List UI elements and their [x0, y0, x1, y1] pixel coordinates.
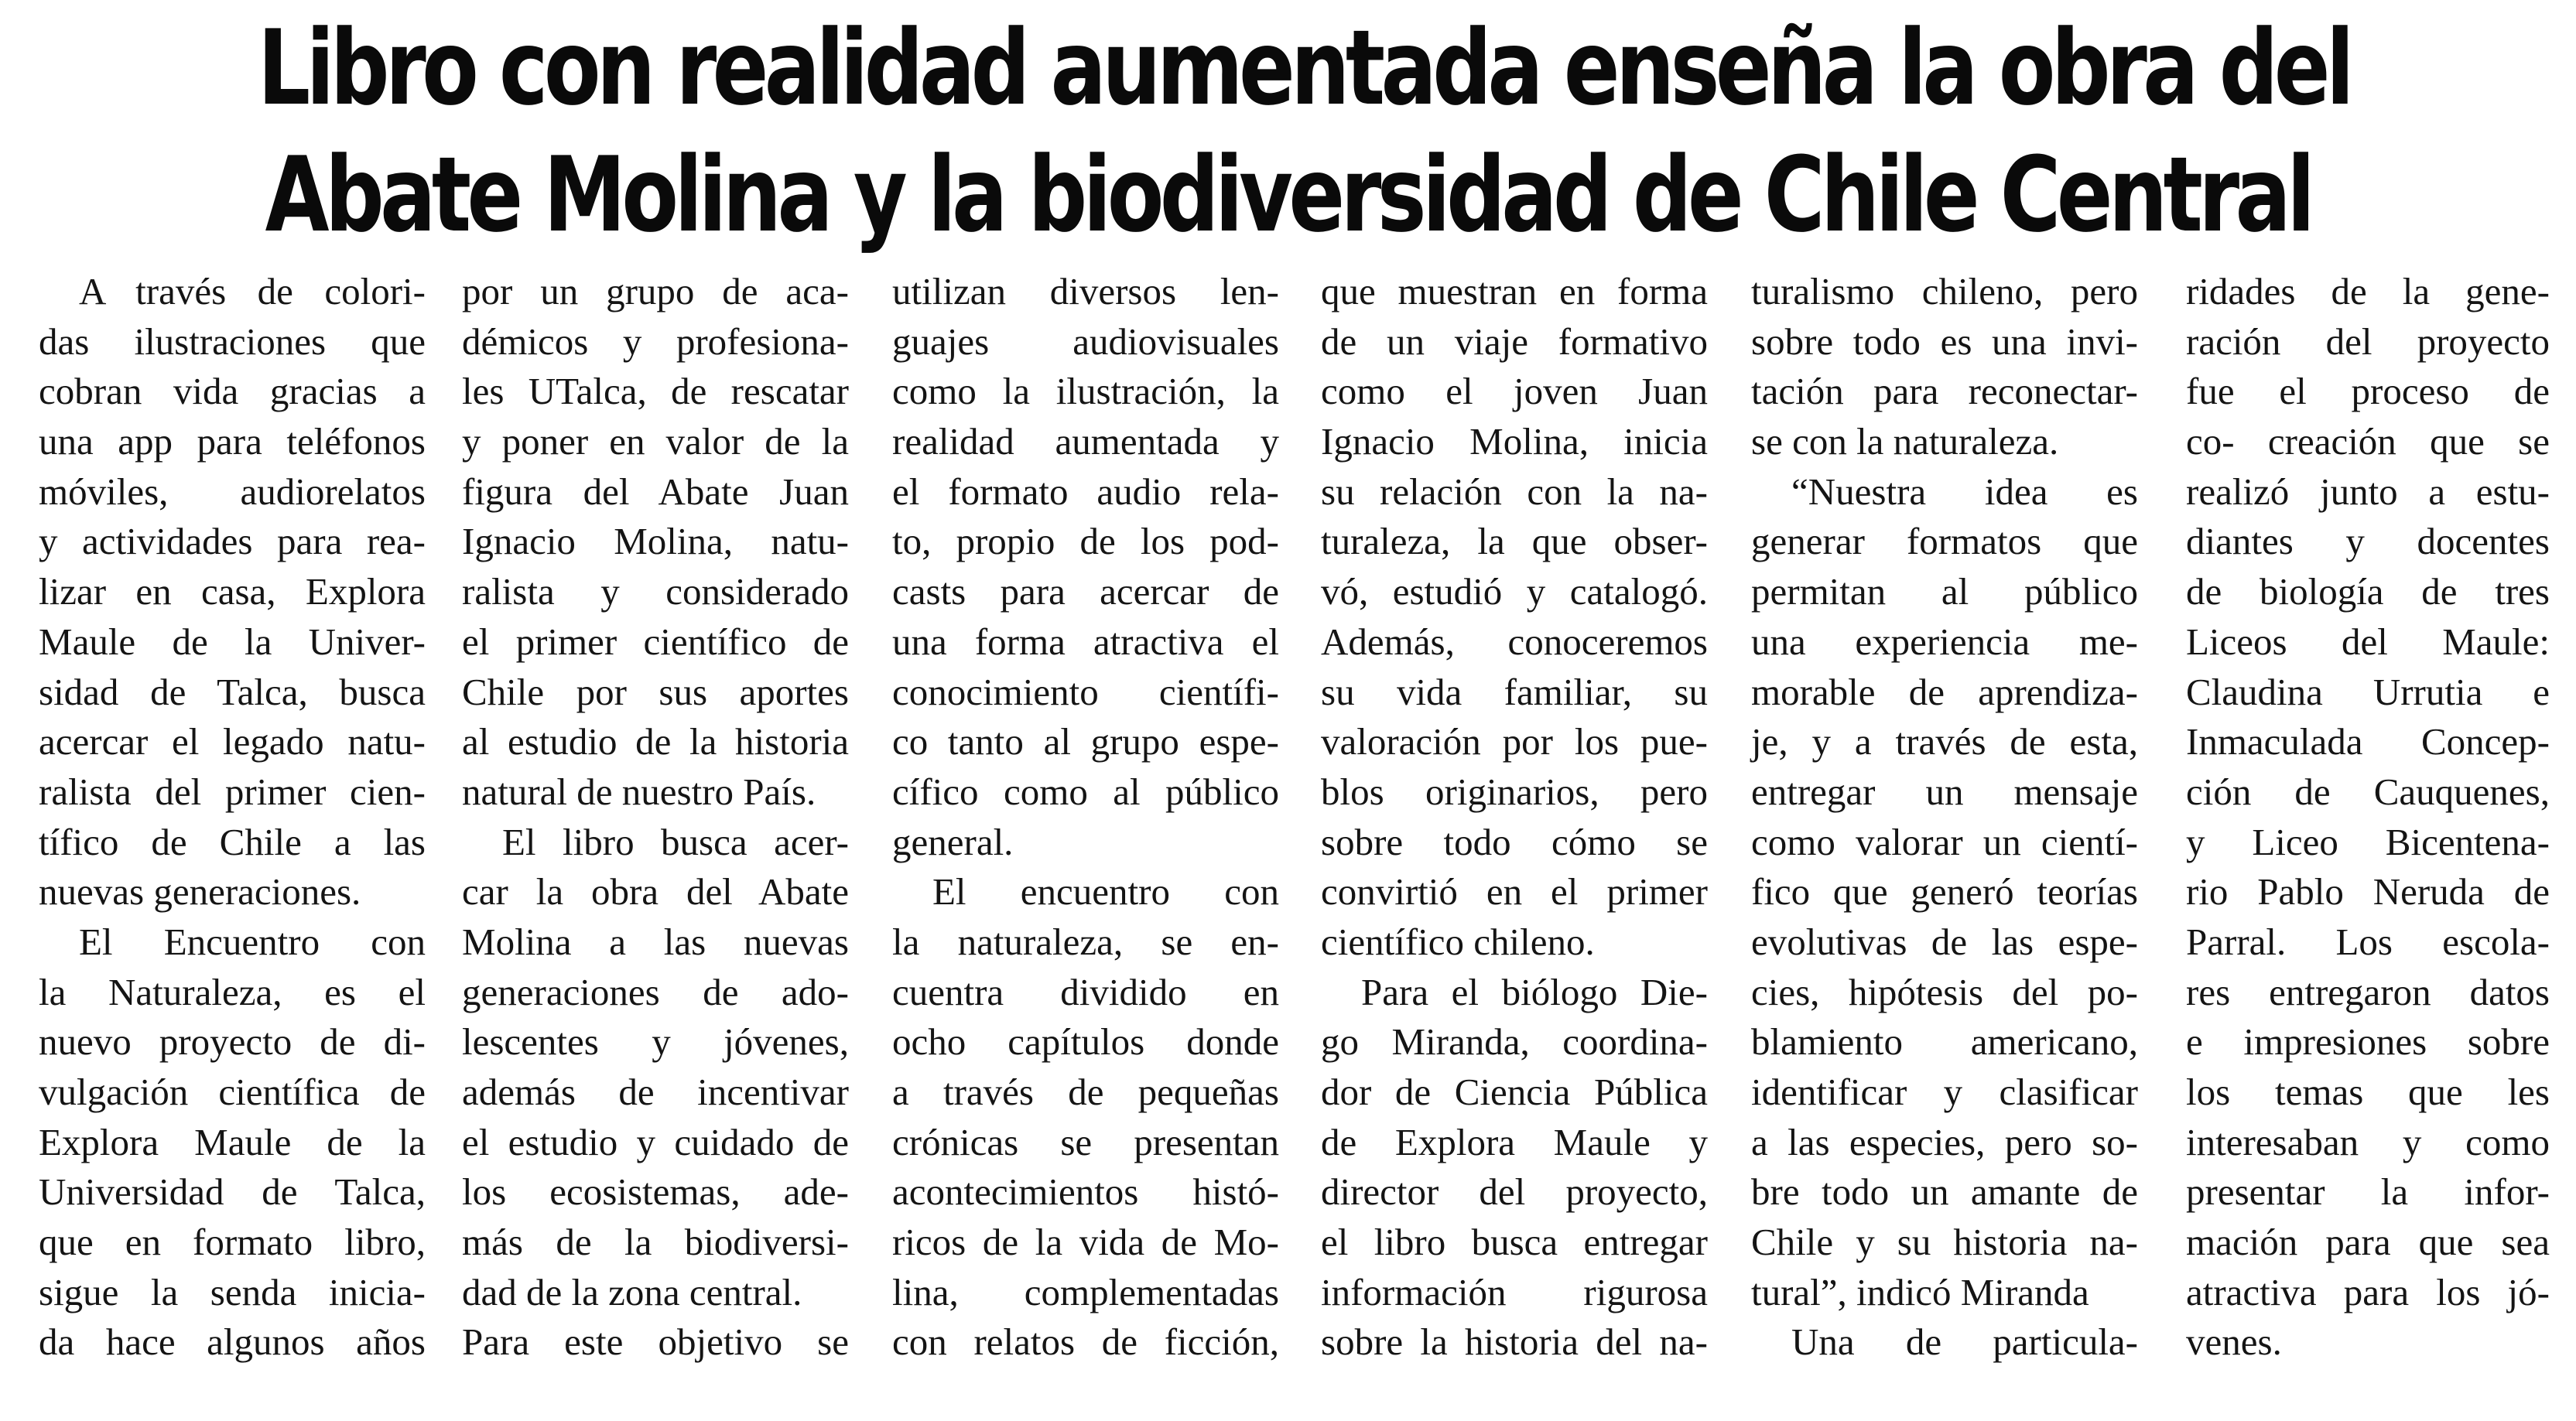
headline-line-2: Abate Molina y la biodiversidad de Chile Central: [265, 135, 2311, 255]
text-line: de biología de tres: [2186, 570, 2550, 613]
text-line: figura del Abate Juan: [462, 470, 849, 513]
text-line: El encuentro con: [932, 870, 1279, 914]
text-line: Maule de la Univer-: [39, 620, 426, 663]
article-column-4: [1321, 267, 1708, 1368]
text-line: el libro busca entregar: [1321, 1221, 1708, 1264]
text-line: ción de Cauquenes,: [2186, 770, 2550, 813]
text-line: su relación con la na-: [1321, 470, 1708, 513]
text-line: Chile por sus aportes: [462, 670, 849, 713]
text-line: ricos de la vida de Mo-: [892, 1221, 1279, 1264]
text-line: res entregaron datos: [2186, 970, 2550, 1013]
text-line: realidad aumentada y: [892, 420, 1279, 463]
text-line: el primer científico de: [462, 620, 849, 663]
text-line: y actividades para rea-: [39, 520, 426, 563]
text-line: El Encuentro con: [79, 920, 426, 963]
text-line: científico chileno.: [1321, 920, 1595, 963]
text-line: turalismo chileno, pero: [1751, 270, 2138, 313]
text-line: dad de la zona central.: [462, 1270, 802, 1313]
text-line: da hace algunos años: [39, 1320, 426, 1364]
text-line: dor de Ciencia Pública: [1321, 1071, 1708, 1113]
text-line: a las especies, pero so-: [1751, 1120, 2138, 1163]
text-line: Claudina Urrutia e: [2186, 670, 2550, 713]
text-line: móviles, audiorelatos: [39, 470, 426, 513]
text-line: los temas que les: [2186, 1071, 2550, 1113]
text-line: cies, hipótesis del po-: [1751, 970, 2138, 1013]
text-line: morable de aprendiza-: [1751, 670, 2138, 713]
text-line: información rigurosa: [1321, 1270, 1708, 1313]
text-line: como valorar un cientí-: [1751, 820, 2138, 863]
text-line: evolutivas de las espe-: [1751, 920, 2138, 963]
text-line: sobre todo cómo se: [1321, 820, 1708, 863]
text-line: nuevo proyecto de di-: [39, 1020, 426, 1064]
text-line: crónicas se presentan: [892, 1120, 1279, 1163]
text-line: sobre todo es una invi-: [1751, 319, 2138, 363]
text-line: ralista y considerado: [462, 570, 849, 613]
text-line: lizar en casa, Explora: [39, 570, 426, 613]
text-line: Molina a las nuevas: [462, 920, 849, 963]
text-line: al estudio de la historia: [462, 720, 849, 763]
text-line: El libro busca acer-: [502, 820, 849, 863]
text-line: y Liceo Bicentena-: [2186, 820, 2550, 863]
text-line: cuentra dividido en: [892, 970, 1279, 1013]
text-line: tífico de Chile a las: [39, 820, 426, 863]
text-line: utilizan diversos len-: [892, 270, 1279, 313]
text-line: acercar el legado natu-: [39, 720, 426, 763]
text-line: sigue la senda inicia-: [39, 1270, 426, 1313]
text-line: como la ilustración, la: [892, 370, 1279, 413]
text-line: car la obra del Abate: [462, 870, 849, 914]
text-line: Inmaculada Concep-: [2186, 720, 2550, 763]
text-line: la Naturaleza, es el: [39, 970, 426, 1013]
text-line: Para el biólogo Die-: [1361, 970, 1708, 1013]
text-line: ridades de la gene-: [2186, 270, 2550, 313]
text-line: con relatos de ficción,: [892, 1320, 1279, 1364]
text-line: una app para teléfonos: [39, 420, 426, 463]
text-line: Parral. Los escola-: [2186, 920, 2550, 963]
text-line: Universidad de Talca,: [39, 1170, 426, 1214]
text-line: Liceos del Maule:: [2186, 620, 2550, 663]
text-line: de Explora Maule y: [1321, 1120, 1708, 1163]
text-line: el formato audio rela-: [892, 470, 1279, 513]
text-line: fico que generó teorías: [1751, 870, 2138, 914]
text-line: co tanto al grupo espe-: [892, 720, 1279, 763]
text-line: Chile y su historia na-: [1751, 1221, 2138, 1264]
article-column-3: [892, 267, 1279, 1368]
text-line: to, propio de los pod-: [892, 520, 1279, 563]
text-line: su vida familiar, su: [1321, 670, 1708, 713]
text-line: permitan al público: [1751, 570, 2138, 613]
text-line: blos originarios, pero: [1321, 770, 1708, 813]
text-line: ocho capítulos donde: [892, 1020, 1279, 1064]
text-line: tural”, indicó Miranda: [1751, 1270, 2089, 1313]
text-line: y poner en valor de la: [462, 420, 849, 463]
text-line: diantes y docentes: [2186, 520, 2550, 563]
text-line: e impresiones sobre: [2186, 1020, 2550, 1064]
text-line: sobre la historia del na-: [1321, 1320, 1708, 1364]
text-line: ración del proyecto: [2186, 319, 2550, 363]
text-line: ralista del primer cien-: [39, 770, 426, 813]
text-line: mación para que sea: [2186, 1221, 2550, 1264]
text-line: Ignacio Molina, inicia: [1321, 420, 1708, 463]
text-line: de un viaje formativo: [1321, 319, 1708, 363]
article-column-6: [2186, 267, 2550, 1368]
text-line: Explora Maule de la: [39, 1120, 426, 1163]
text-line: más de la biodiversi-: [462, 1221, 849, 1264]
text-line: démicos y profesiona-: [462, 319, 849, 363]
text-line: la naturaleza, se en-: [892, 920, 1279, 963]
text-line: convirtió en el primer: [1321, 870, 1708, 914]
text-line: blamiento americano,: [1751, 1020, 2138, 1064]
text-line: a través de pequeñas: [892, 1071, 1279, 1113]
text-line: que en formato libro,: [39, 1221, 426, 1264]
text-line: vulgación científica de: [39, 1071, 426, 1113]
text-line: lina, complementadas: [892, 1270, 1279, 1313]
text-line: el estudio y cuidado de: [462, 1120, 849, 1163]
text-line: “Nuestra idea es: [1791, 470, 2138, 513]
article-column-2: [462, 267, 849, 1368]
text-line: je, y a través de esta,: [1751, 720, 2138, 763]
text-line: natural de nuestro País.: [462, 770, 816, 813]
text-line: vó, estudió y catalogó.: [1321, 570, 1708, 613]
text-line: generar formatos que: [1751, 520, 2138, 563]
text-line: realizó junto a estu-: [2186, 470, 2550, 513]
headline-line-1: Libro con realidad aumentada enseña la obra del: [257, 8, 2351, 128]
text-line: go Miranda, coordina-: [1321, 1020, 1708, 1064]
text-line: identificar y clasificar: [1751, 1071, 2138, 1113]
text-line: casts para acercar de: [892, 570, 1279, 613]
text-line: acontecimientos histó-: [892, 1170, 1279, 1214]
text-line: conocimiento científi-: [892, 670, 1279, 713]
text-line: Ignacio Molina, natu-: [462, 520, 849, 563]
text-line: bre todo un amante de: [1751, 1170, 2138, 1214]
article-column-1: [39, 267, 426, 1368]
text-line: una forma atractiva el: [892, 620, 1279, 663]
text-line: valoración por los pue-: [1321, 720, 1708, 763]
text-line: los ecosistemas, ade-: [462, 1170, 849, 1214]
text-line: venes.: [2186, 1320, 2282, 1364]
text-line: A través de colori-: [79, 270, 426, 313]
text-line: además de incentivar: [462, 1071, 849, 1113]
text-line: presentar la infor-: [2186, 1170, 2550, 1214]
text-line: les UTalca, de rescatar: [462, 370, 849, 413]
text-line: nuevas generaciones.: [39, 870, 361, 914]
article-column-5: [1751, 267, 2138, 1368]
text-line: guajes audiovisuales: [892, 319, 1279, 363]
text-line: Una de particula-: [1791, 1320, 2138, 1364]
text-line: que muestran en forma: [1321, 270, 1708, 313]
text-line: rio Pablo Neruda de: [2186, 870, 2550, 914]
text-line: Para este objetivo se: [462, 1320, 849, 1364]
text-line: generaciones de ado-: [462, 970, 849, 1013]
text-line: sidad de Talca, busca: [39, 670, 426, 713]
text-line: se con la naturaleza.: [1751, 420, 2059, 463]
text-line: entregar un mensaje: [1751, 770, 2138, 813]
text-line: lescentes y jóvenes,: [462, 1020, 849, 1064]
text-line: das ilustraciones que: [39, 319, 426, 363]
text-line: director del proyecto,: [1321, 1170, 1708, 1214]
text-line: cífico como al público: [892, 770, 1279, 813]
text-line: general.: [892, 820, 1014, 863]
text-line: fue el proceso de: [2186, 370, 2550, 413]
text-line: atractiva para los jó-: [2186, 1270, 2550, 1313]
text-line: co- creación que se: [2186, 420, 2550, 463]
text-line: como el joven Juan: [1321, 370, 1708, 413]
text-line: tación para reconectar-: [1751, 370, 2138, 413]
text-line: Además, conoceremos: [1321, 620, 1708, 663]
text-line: una experiencia me-: [1751, 620, 2138, 663]
text-line: turaleza, la que obser-: [1321, 520, 1708, 563]
text-line: interesaban y como: [2186, 1120, 2550, 1163]
article-headline: [257, 5, 2351, 258]
text-line: cobran vida gracias a: [39, 370, 426, 413]
text-line: por un grupo de aca-: [462, 270, 849, 313]
